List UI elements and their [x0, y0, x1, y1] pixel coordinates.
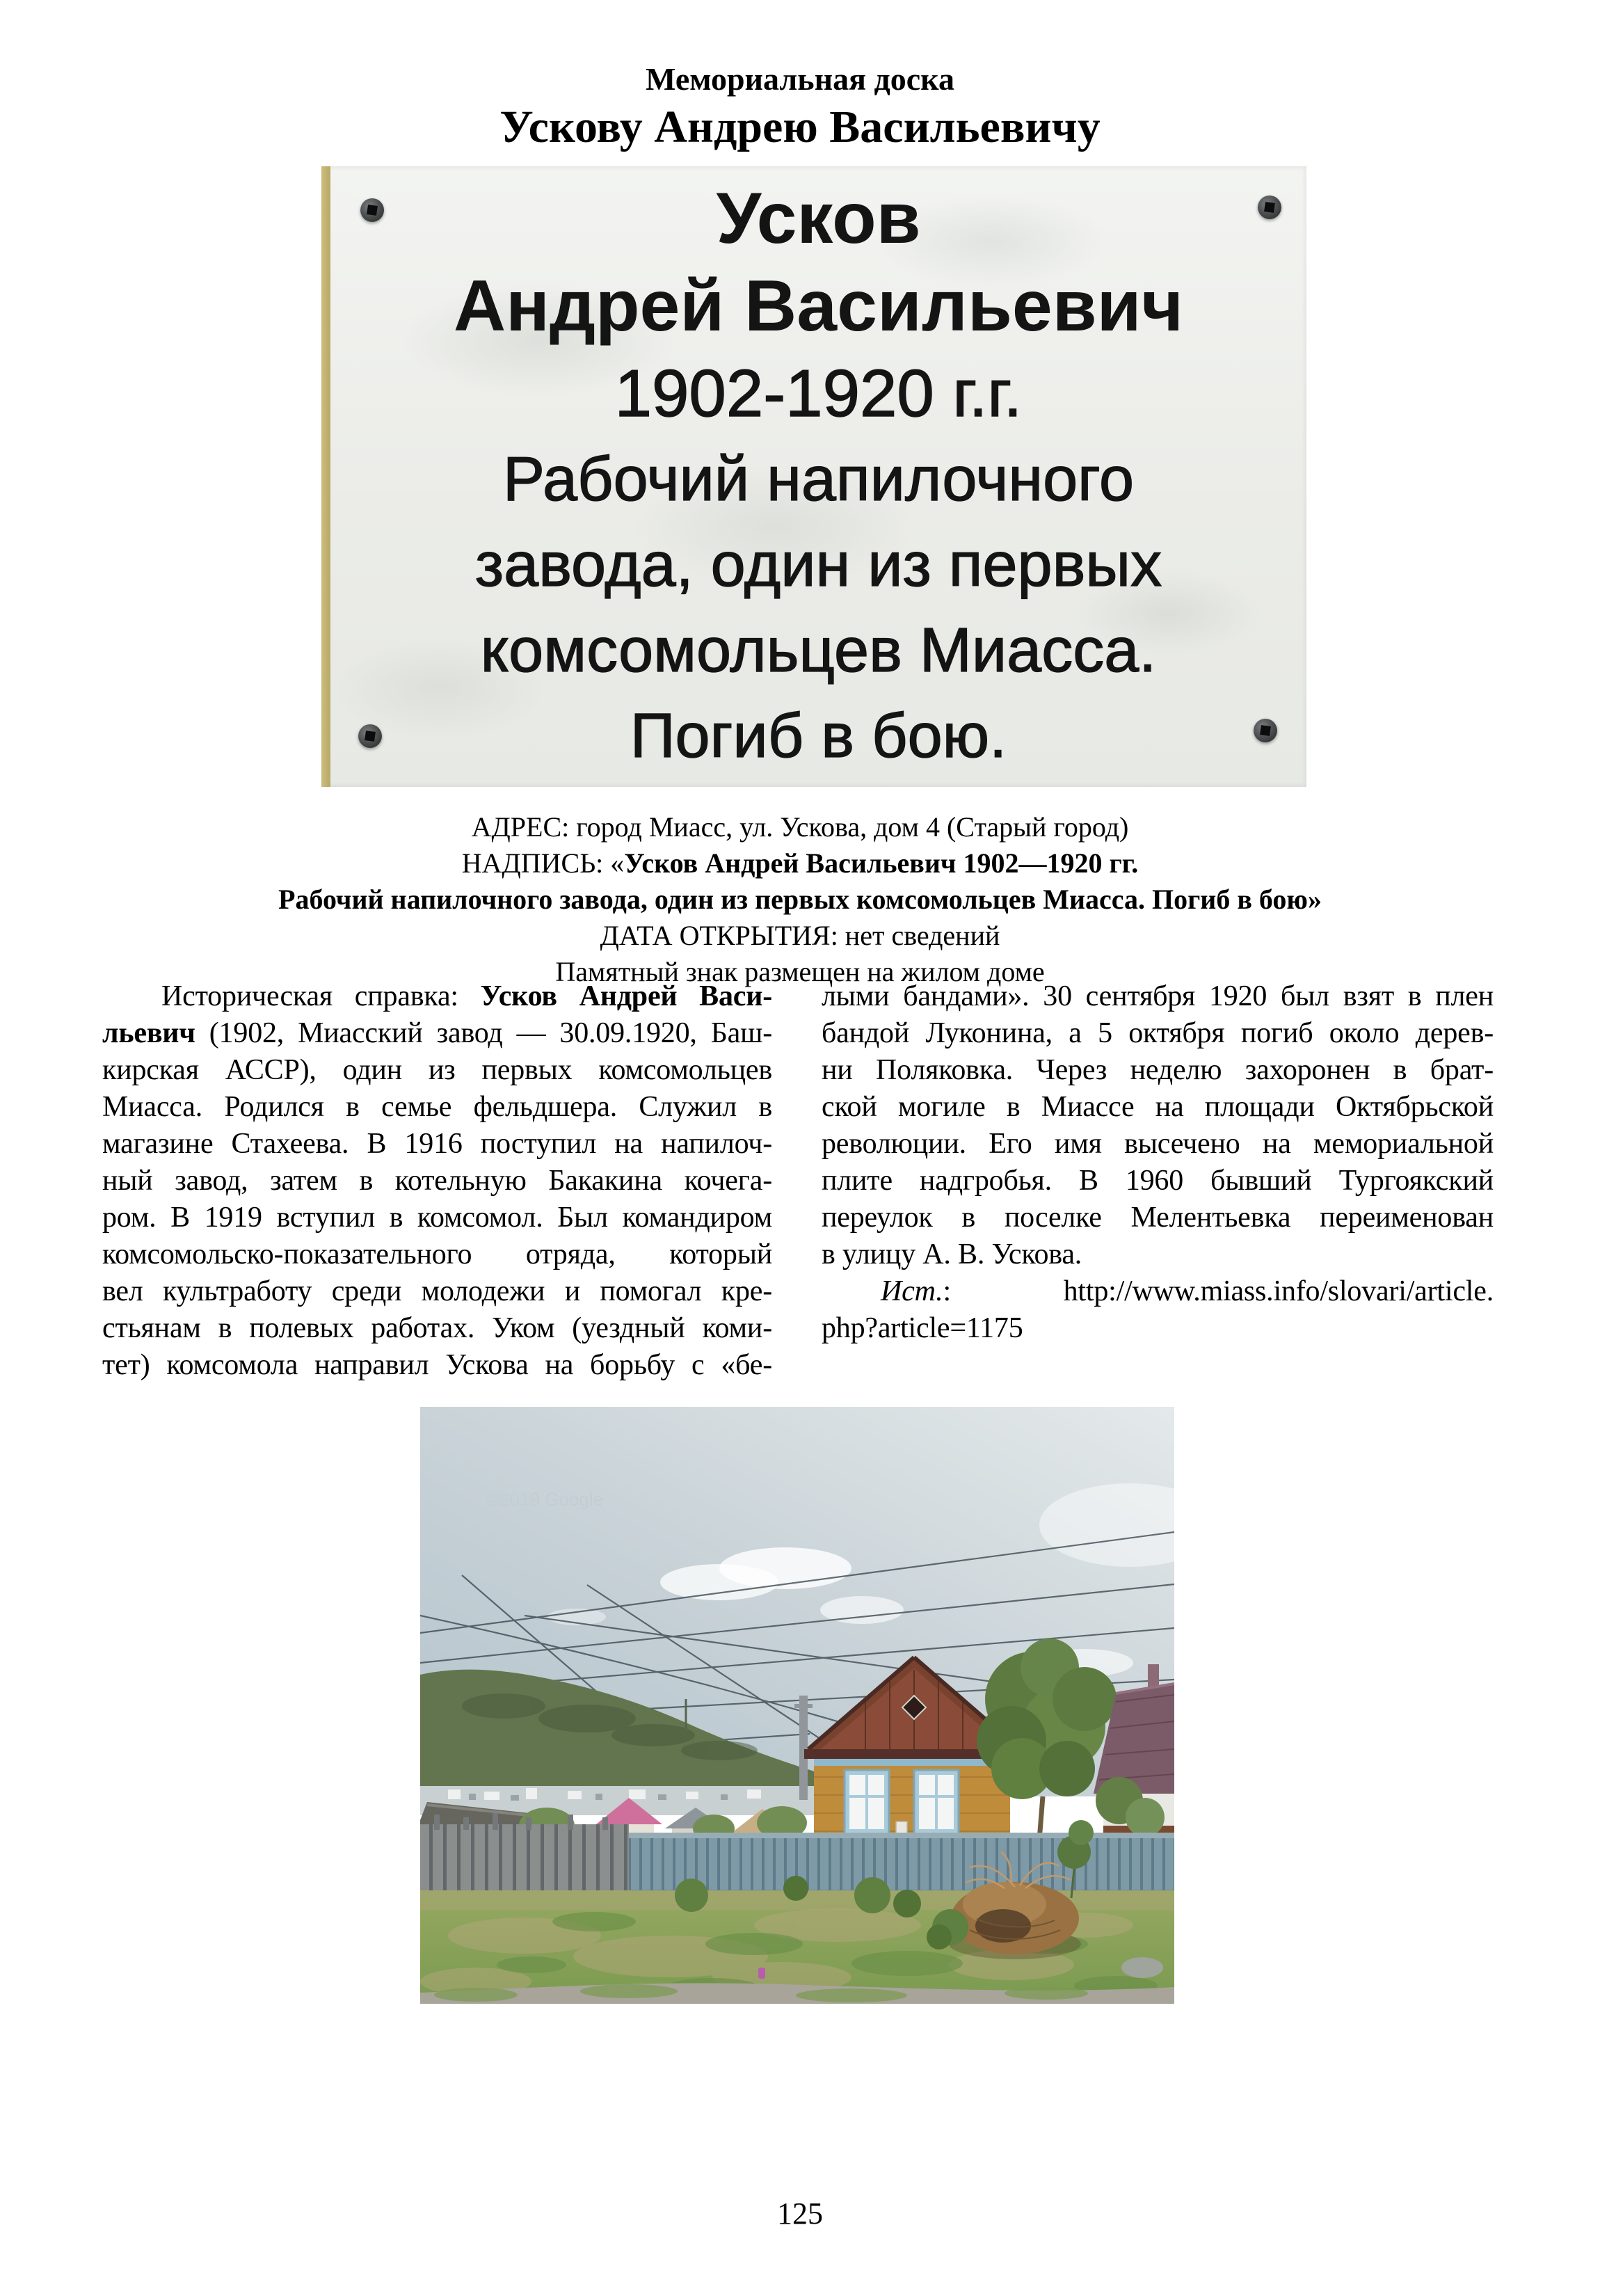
- opening-date-line: ДАТА ОТКРЫТИЯ: нет сведений: [600, 920, 1000, 951]
- text-line: бандой Луконина, а 5 октября погиб около дерев-: [822, 1017, 1494, 1049]
- page-title: Ускову Андрею Васильевичу: [499, 102, 1101, 152]
- text-line: Историческая справка: Усков Андрей Васи-: [161, 980, 773, 1012]
- text-line: плите надгробья. В 1960 бывший Тургоякский: [822, 1165, 1494, 1197]
- purple-litter: [758, 1968, 765, 1979]
- plaque-text-line: 1902-1920 г.г.: [614, 356, 1023, 431]
- source-line: Ист.: http://www.miass.info/slovari/article.: [881, 1275, 1494, 1307]
- source-line-2: php?article=1175: [822, 1312, 1023, 1344]
- plaque-text-line: Андрей Васильевич: [454, 265, 1183, 346]
- text-line: ром. В 1919 вступил в комсомол. Был командиром: [102, 1202, 772, 1234]
- placement-line: Памятный знак размещен на жилом доме: [555, 956, 1045, 987]
- plaque-photo: [321, 166, 1306, 787]
- plaque-text-line: Усков: [716, 177, 921, 259]
- article-right-lines: [822, 978, 1494, 1273]
- text-line: тет) комсомола направил Ускова на борьбу с «бе-: [102, 1349, 772, 1381]
- plaque-details: [104, 809, 1496, 990]
- google-watermark: ©2019 Google: [486, 1489, 604, 1510]
- text-line: вел культработу среди молодежи и помогал кре-: [102, 1275, 772, 1307]
- rock: [1121, 1957, 1163, 1978]
- text-line: магазине Стахеева. В 1916 поступил на напилоч-: [102, 1128, 772, 1160]
- text-line: ской могиле в Миассе на площади Октябрьской: [822, 1091, 1494, 1123]
- article-left-column: [102, 978, 772, 1384]
- article-right-column: [822, 978, 1494, 1347]
- text-line: льевич (1902, Миасский завод — 30.09.1920, Баш-: [102, 1017, 772, 1049]
- window: [845, 1770, 889, 1834]
- text-line: переулок в поселке Мелентьевка переименован: [822, 1202, 1494, 1234]
- plaque-text-line: Рабочий напилочного: [502, 444, 1135, 514]
- text-line: лыми бандами». 30 сентября 1920 был взят в плен: [822, 980, 1494, 1012]
- page-subtitle: Мемориальная доска: [646, 61, 954, 97]
- text-line: кирская АССР), один из первых комсомольцев: [102, 1054, 772, 1086]
- chimney-pole: [799, 1696, 808, 1800]
- plaque-text-line: завода, один из первых: [474, 529, 1162, 600]
- plaque-inscription: [330, 166, 1306, 787]
- inscription-line2: Рабочий напилочного завода, один из первых комсомольцев Миасса. Погиб в бою»: [278, 884, 1322, 915]
- text-line: комсомольско-показательного отряда, который: [102, 1238, 772, 1270]
- blue-picket-fence: [629, 1835, 1174, 1895]
- plaque-text-line: Погиб в бою.: [630, 701, 1007, 771]
- text-line: ный завод, затем в котельную Бакакина кочега-: [102, 1165, 772, 1197]
- text-line: стьянам в полевых работах. Уком (уездный коми-: [102, 1312, 772, 1344]
- plaque-edge-strip: [321, 166, 330, 787]
- article-left-lines: [102, 1052, 772, 1384]
- inscription-line1: НАДПИСЬ: «Усков Андрей Васильевич 1902—1920 гг.: [461, 847, 1139, 879]
- plaque-text-line: комсомольцев Миасса.: [480, 615, 1157, 685]
- old-grey-fence: [420, 1824, 629, 1890]
- address-line: АДРЕС: город Миасс, ул. Ускова, дом 4 (Старый город): [471, 811, 1129, 843]
- text-line: в улицу А. В. Ускова.: [822, 1238, 1082, 1270]
- text-line: ни Поляковка. Через неделю захоронен в брат-: [822, 1054, 1494, 1086]
- house-street-photo: [420, 1407, 1174, 2004]
- page-number: 125: [777, 2197, 823, 2231]
- window: [914, 1770, 959, 1834]
- text-line: революции. Его имя высечено на мемориальной: [822, 1128, 1494, 1160]
- text-line: Миасса. Родился в семье фельдшера. Служил в: [102, 1091, 772, 1123]
